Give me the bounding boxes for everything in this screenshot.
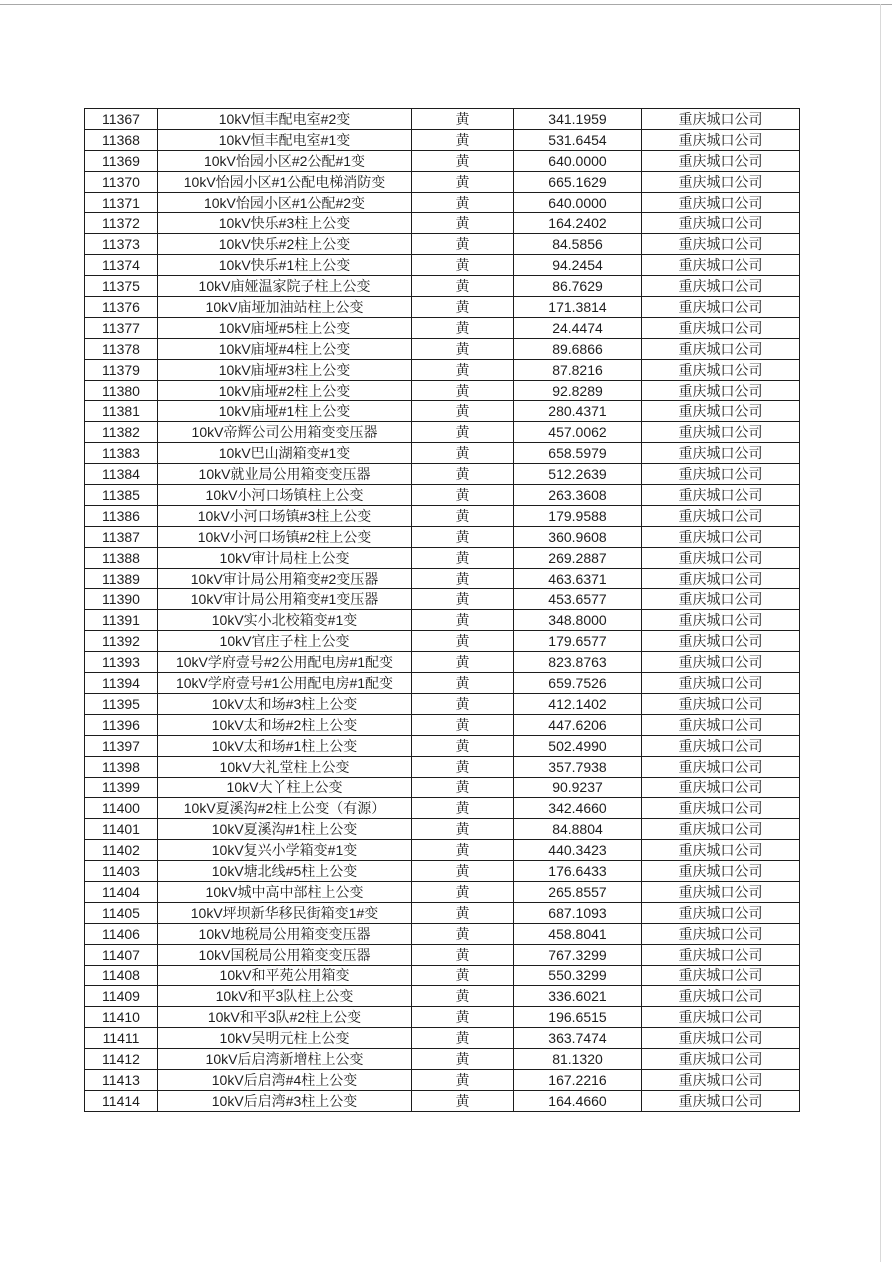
transformer-table — [84, 108, 800, 1112]
cell-grade: 黄 — [412, 109, 514, 130]
cell-device-name: 10kV审计局柱上公变 — [158, 547, 412, 568]
cell-value: 640.0000 — [514, 192, 642, 213]
cell-company: 重庆城口公司 — [642, 213, 800, 234]
cell-company: 重庆城口公司 — [642, 109, 800, 130]
cell-company: 重庆城口公司 — [642, 589, 800, 610]
cell-device-name: 10kV太和场#1柱上公变 — [158, 735, 412, 756]
table-row — [85, 777, 800, 798]
cell-row-id: 11390 — [85, 589, 158, 610]
cell-grade: 黄 — [412, 1049, 514, 1070]
cell-grade: 黄 — [412, 1028, 514, 1049]
cell-value: 457.0062 — [514, 422, 642, 443]
cell-row-id: 11392 — [85, 631, 158, 652]
cell-row-id: 11387 — [85, 526, 158, 547]
cell-value: 823.8763 — [514, 652, 642, 673]
cell-device-name: 10kV庙垭#5柱上公变 — [158, 317, 412, 338]
cell-value: 412.1402 — [514, 693, 642, 714]
table-row — [85, 735, 800, 756]
table-row — [85, 443, 800, 464]
cell-value: 86.7629 — [514, 276, 642, 297]
cell-company: 重庆城口公司 — [642, 276, 800, 297]
cell-company: 重庆城口公司 — [642, 1090, 800, 1111]
cell-value: 687.1093 — [514, 902, 642, 923]
cell-row-id: 11374 — [85, 255, 158, 276]
cell-grade: 黄 — [412, 1069, 514, 1090]
cell-company: 重庆城口公司 — [642, 192, 800, 213]
table-row — [85, 359, 800, 380]
cell-company: 重庆城口公司 — [642, 255, 800, 276]
cell-device-name: 10kV国税局公用箱变变压器 — [158, 944, 412, 965]
table-row — [85, 923, 800, 944]
cell-value: 84.8804 — [514, 819, 642, 840]
cell-value: 24.4474 — [514, 317, 642, 338]
transformer-table-body — [85, 109, 800, 1112]
cell-grade: 黄 — [412, 673, 514, 694]
cell-company: 重庆城口公司 — [642, 338, 800, 359]
cell-value: 164.4660 — [514, 1090, 642, 1111]
cell-device-name: 10kV快乐#1柱上公变 — [158, 255, 412, 276]
cell-company: 重庆城口公司 — [642, 777, 800, 798]
cell-grade: 黄 — [412, 1090, 514, 1111]
cell-device-name: 10kV庙垭#3柱上公变 — [158, 359, 412, 380]
cell-grade: 黄 — [412, 693, 514, 714]
page-right-edge-line — [880, 4, 881, 1262]
table-row — [85, 276, 800, 297]
cell-company: 重庆城口公司 — [642, 1049, 800, 1070]
cell-row-id: 11382 — [85, 422, 158, 443]
cell-device-name: 10kV审计局公用箱变#2变压器 — [158, 568, 412, 589]
cell-company: 重庆城口公司 — [642, 505, 800, 526]
cell-row-id: 11407 — [85, 944, 158, 965]
cell-value: 179.6577 — [514, 631, 642, 652]
cell-value: 531.6454 — [514, 129, 642, 150]
table-row — [85, 589, 800, 610]
cell-grade: 黄 — [412, 192, 514, 213]
cell-row-id: 11369 — [85, 150, 158, 171]
cell-company: 重庆城口公司 — [642, 443, 800, 464]
cell-row-id: 11388 — [85, 547, 158, 568]
cell-grade: 黄 — [412, 861, 514, 882]
cell-value: 640.0000 — [514, 150, 642, 171]
cell-row-id: 11393 — [85, 652, 158, 673]
cell-value: 84.5856 — [514, 234, 642, 255]
cell-grade: 黄 — [412, 840, 514, 861]
cell-device-name: 10kV就业局公用箱变变压器 — [158, 464, 412, 485]
cell-company: 重庆城口公司 — [642, 1007, 800, 1028]
cell-row-id: 11396 — [85, 714, 158, 735]
cell-value: 767.3299 — [514, 944, 642, 965]
cell-value: 512.2639 — [514, 464, 642, 485]
cell-grade: 黄 — [412, 443, 514, 464]
cell-grade: 黄 — [412, 881, 514, 902]
cell-company: 重庆城口公司 — [642, 317, 800, 338]
cell-row-id: 11406 — [85, 923, 158, 944]
cell-grade: 黄 — [412, 714, 514, 735]
cell-value: 658.5979 — [514, 443, 642, 464]
cell-value: 81.1320 — [514, 1049, 642, 1070]
cell-company: 重庆城口公司 — [642, 526, 800, 547]
cell-value: 167.2216 — [514, 1069, 642, 1090]
cell-value: 280.4371 — [514, 401, 642, 422]
cell-value: 269.2887 — [514, 547, 642, 568]
cell-grade: 黄 — [412, 986, 514, 1007]
cell-device-name: 10kV快乐#2柱上公变 — [158, 234, 412, 255]
cell-company: 重庆城口公司 — [642, 798, 800, 819]
cell-grade: 黄 — [412, 819, 514, 840]
cell-company: 重庆城口公司 — [642, 234, 800, 255]
table-row — [85, 568, 800, 589]
cell-value: 263.3608 — [514, 485, 642, 506]
cell-value: 92.8289 — [514, 380, 642, 401]
cell-company: 重庆城口公司 — [642, 380, 800, 401]
cell-grade: 黄 — [412, 735, 514, 756]
table-row — [85, 1090, 800, 1111]
cell-device-name: 10kV小河口场镇#2柱上公变 — [158, 526, 412, 547]
cell-device-name: 10kV帝辉公司公用箱变变压器 — [158, 422, 412, 443]
table-row — [85, 881, 800, 902]
cell-device-name: 10kV怡园小区#1公配#2变 — [158, 192, 412, 213]
cell-grade: 黄 — [412, 923, 514, 944]
cell-device-name: 10kV夏溪沟#1柱上公变 — [158, 819, 412, 840]
cell-row-id: 11410 — [85, 1007, 158, 1028]
cell-value: 342.4660 — [514, 798, 642, 819]
cell-device-name: 10kV复兴小学箱变#1变 — [158, 840, 412, 861]
table-row — [85, 485, 800, 506]
cell-row-id: 11371 — [85, 192, 158, 213]
cell-grade: 黄 — [412, 1007, 514, 1028]
table-row — [85, 150, 800, 171]
cell-company: 重庆城口公司 — [642, 297, 800, 318]
cell-device-name: 10kV城中高中部柱上公变 — [158, 881, 412, 902]
cell-device-name: 10kV恒丰配电室#1变 — [158, 129, 412, 150]
table-row — [85, 547, 800, 568]
cell-device-name: 10kV怡园小区#2公配#1变 — [158, 150, 412, 171]
cell-row-id: 11368 — [85, 129, 158, 150]
cell-device-name: 10kV太和场#2柱上公变 — [158, 714, 412, 735]
table-row — [85, 213, 800, 234]
cell-row-id: 11367 — [85, 109, 158, 130]
cell-company: 重庆城口公司 — [642, 422, 800, 443]
cell-grade: 黄 — [412, 568, 514, 589]
cell-value: 176.6433 — [514, 861, 642, 882]
table-row — [85, 986, 800, 1007]
cell-row-id: 11394 — [85, 673, 158, 694]
cell-value: 458.8041 — [514, 923, 642, 944]
cell-value: 357.7938 — [514, 756, 642, 777]
cell-value: 179.9588 — [514, 505, 642, 526]
table-row — [85, 610, 800, 631]
cell-device-name: 10kV和平苑公用箱变 — [158, 965, 412, 986]
cell-grade: 黄 — [412, 297, 514, 318]
cell-row-id: 11414 — [85, 1090, 158, 1111]
cell-value: 348.8000 — [514, 610, 642, 631]
cell-grade: 黄 — [412, 422, 514, 443]
table-row — [85, 965, 800, 986]
cell-device-name: 10kV后启湾#3柱上公变 — [158, 1090, 412, 1111]
table-row — [85, 652, 800, 673]
table-row — [85, 464, 800, 485]
table-row — [85, 380, 800, 401]
cell-row-id: 11389 — [85, 568, 158, 589]
cell-company: 重庆城口公司 — [642, 150, 800, 171]
cell-device-name: 10kV审计局公用箱变#1变压器 — [158, 589, 412, 610]
cell-device-name: 10kV学府壹号#1公用配电房#1配变 — [158, 673, 412, 694]
cell-grade: 黄 — [412, 589, 514, 610]
cell-row-id: 11385 — [85, 485, 158, 506]
cell-row-id: 11377 — [85, 317, 158, 338]
cell-value: 360.9608 — [514, 526, 642, 547]
table-row — [85, 401, 800, 422]
cell-row-id: 11380 — [85, 380, 158, 401]
cell-value: 447.6206 — [514, 714, 642, 735]
cell-grade: 黄 — [412, 777, 514, 798]
cell-company: 重庆城口公司 — [642, 610, 800, 631]
cell-grade: 黄 — [412, 401, 514, 422]
cell-row-id: 11397 — [85, 735, 158, 756]
cell-device-name: 10kV学府壹号#2公用配电房#1配变 — [158, 652, 412, 673]
cell-row-id: 11412 — [85, 1049, 158, 1070]
table-row — [85, 422, 800, 443]
cell-company: 重庆城口公司 — [642, 568, 800, 589]
cell-device-name: 10kV夏溪沟#2柱上公变（有源） — [158, 798, 412, 819]
cell-device-name: 10kV塘北线#5柱上公变 — [158, 861, 412, 882]
cell-row-id: 11381 — [85, 401, 158, 422]
table-row — [85, 673, 800, 694]
table-row — [85, 819, 800, 840]
cell-device-name: 10kV和平3队柱上公变 — [158, 986, 412, 1007]
cell-value: 90.9237 — [514, 777, 642, 798]
cell-value: 171.3814 — [514, 297, 642, 318]
cell-grade: 黄 — [412, 129, 514, 150]
cell-row-id: 11372 — [85, 213, 158, 234]
cell-device-name: 10kV后启湾新增柱上公变 — [158, 1049, 412, 1070]
cell-grade: 黄 — [412, 464, 514, 485]
cell-company: 重庆城口公司 — [642, 986, 800, 1007]
cell-row-id: 11384 — [85, 464, 158, 485]
cell-value: 440.3423 — [514, 840, 642, 861]
cell-company: 重庆城口公司 — [642, 840, 800, 861]
page-top-edge-line — [0, 4, 892, 5]
cell-device-name: 10kV恒丰配电室#2变 — [158, 109, 412, 130]
cell-row-id: 11400 — [85, 798, 158, 819]
table-row — [85, 902, 800, 923]
cell-company: 重庆城口公司 — [642, 1069, 800, 1090]
cell-row-id: 11403 — [85, 861, 158, 882]
cell-row-id: 11405 — [85, 902, 158, 923]
cell-grade: 黄 — [412, 902, 514, 923]
cell-company: 重庆城口公司 — [642, 171, 800, 192]
cell-company: 重庆城口公司 — [642, 129, 800, 150]
cell-company: 重庆城口公司 — [642, 819, 800, 840]
cell-grade: 黄 — [412, 359, 514, 380]
cell-value: 196.6515 — [514, 1007, 642, 1028]
table-row — [85, 297, 800, 318]
cell-row-id: 11386 — [85, 505, 158, 526]
table-row — [85, 338, 800, 359]
cell-value: 164.2402 — [514, 213, 642, 234]
table-row — [85, 255, 800, 276]
cell-grade: 黄 — [412, 965, 514, 986]
cell-row-id: 11413 — [85, 1069, 158, 1090]
cell-grade: 黄 — [412, 234, 514, 255]
cell-grade: 黄 — [412, 798, 514, 819]
cell-value: 363.7474 — [514, 1028, 642, 1049]
cell-company: 重庆城口公司 — [642, 485, 800, 506]
cell-device-name: 10kV庙垭加油站柱上公变 — [158, 297, 412, 318]
table-row — [85, 505, 800, 526]
cell-row-id: 11373 — [85, 234, 158, 255]
cell-device-name: 10kV和平3队#2柱上公变 — [158, 1007, 412, 1028]
cell-grade: 黄 — [412, 526, 514, 547]
table-row — [85, 192, 800, 213]
cell-device-name: 10kV官庄子柱上公变 — [158, 631, 412, 652]
cell-device-name: 10kV地税局公用箱变变压器 — [158, 923, 412, 944]
cell-grade: 黄 — [412, 150, 514, 171]
cell-row-id: 11378 — [85, 338, 158, 359]
cell-device-name: 10kV怡园小区#1公配电梯消防变 — [158, 171, 412, 192]
cell-company: 重庆城口公司 — [642, 965, 800, 986]
cell-row-id: 11404 — [85, 881, 158, 902]
cell-value: 336.6021 — [514, 986, 642, 1007]
table-row — [85, 109, 800, 130]
cell-company: 重庆城口公司 — [642, 673, 800, 694]
cell-company: 重庆城口公司 — [642, 631, 800, 652]
cell-device-name: 10kV快乐#3柱上公变 — [158, 213, 412, 234]
cell-row-id: 11370 — [85, 171, 158, 192]
cell-value: 502.4990 — [514, 735, 642, 756]
table-row — [85, 944, 800, 965]
cell-grade: 黄 — [412, 631, 514, 652]
cell-company: 重庆城口公司 — [642, 902, 800, 923]
cell-company: 重庆城口公司 — [642, 861, 800, 882]
cell-grade: 黄 — [412, 485, 514, 506]
cell-row-id: 11402 — [85, 840, 158, 861]
cell-value: 94.2454 — [514, 255, 642, 276]
cell-grade: 黄 — [412, 652, 514, 673]
table-row — [85, 840, 800, 861]
cell-grade: 黄 — [412, 317, 514, 338]
cell-company: 重庆城口公司 — [642, 881, 800, 902]
cell-device-name: 10kV大丫柱上公变 — [158, 777, 412, 798]
cell-company: 重庆城口公司 — [642, 359, 800, 380]
cell-grade: 黄 — [412, 610, 514, 631]
table-row — [85, 1069, 800, 1090]
table-row — [85, 526, 800, 547]
cell-device-name: 10kV小河口场镇#3柱上公变 — [158, 505, 412, 526]
cell-device-name: 10kV吴明元柱上公变 — [158, 1028, 412, 1049]
cell-value: 463.6371 — [514, 568, 642, 589]
cell-grade: 黄 — [412, 505, 514, 526]
table-row — [85, 171, 800, 192]
cell-row-id: 11395 — [85, 693, 158, 714]
cell-company: 重庆城口公司 — [642, 401, 800, 422]
cell-grade: 黄 — [412, 338, 514, 359]
table-row — [85, 861, 800, 882]
cell-row-id: 11399 — [85, 777, 158, 798]
cell-company: 重庆城口公司 — [642, 714, 800, 735]
cell-grade: 黄 — [412, 213, 514, 234]
cell-grade: 黄 — [412, 944, 514, 965]
cell-device-name: 10kV后启湾#4柱上公变 — [158, 1069, 412, 1090]
table-row — [85, 756, 800, 777]
cell-row-id: 11375 — [85, 276, 158, 297]
table-row — [85, 1007, 800, 1028]
cell-row-id: 11383 — [85, 443, 158, 464]
cell-value: 550.3299 — [514, 965, 642, 986]
cell-grade: 黄 — [412, 380, 514, 401]
cell-row-id: 11411 — [85, 1028, 158, 1049]
table-row — [85, 1028, 800, 1049]
cell-company: 重庆城口公司 — [642, 944, 800, 965]
table-row — [85, 317, 800, 338]
cell-row-id: 11391 — [85, 610, 158, 631]
cell-row-id: 11376 — [85, 297, 158, 318]
cell-company: 重庆城口公司 — [642, 735, 800, 756]
cell-company: 重庆城口公司 — [642, 1028, 800, 1049]
cell-grade: 黄 — [412, 171, 514, 192]
cell-device-name: 10kV坪坝新华移民街箱变1#变 — [158, 902, 412, 923]
cell-device-name: 10kV大礼堂柱上公变 — [158, 756, 412, 777]
cell-row-id: 11398 — [85, 756, 158, 777]
table-row — [85, 798, 800, 819]
cell-company: 重庆城口公司 — [642, 923, 800, 944]
table-row — [85, 631, 800, 652]
cell-row-id: 11409 — [85, 986, 158, 1007]
cell-company: 重庆城口公司 — [642, 693, 800, 714]
cell-row-id: 11379 — [85, 359, 158, 380]
cell-device-name: 10kV太和场#3柱上公变 — [158, 693, 412, 714]
cell-device-name: 10kV巴山湖箱变#1变 — [158, 443, 412, 464]
table-row — [85, 714, 800, 735]
cell-grade: 黄 — [412, 756, 514, 777]
cell-device-name: 10kV实小北校箱变#1变 — [158, 610, 412, 631]
table-row — [85, 234, 800, 255]
cell-value: 87.8216 — [514, 359, 642, 380]
cell-value: 89.6866 — [514, 338, 642, 359]
cell-value: 265.8557 — [514, 881, 642, 902]
cell-device-name: 10kV庙垭#2柱上公变 — [158, 380, 412, 401]
cell-company: 重庆城口公司 — [642, 547, 800, 568]
cell-grade: 黄 — [412, 255, 514, 276]
table-row — [85, 693, 800, 714]
cell-row-id: 11408 — [85, 965, 158, 986]
table-row — [85, 129, 800, 150]
cell-device-name: 10kV庙娅温家院子柱上公变 — [158, 276, 412, 297]
cell-device-name: 10kV庙垭#4柱上公变 — [158, 338, 412, 359]
cell-value: 659.7526 — [514, 673, 642, 694]
cell-device-name: 10kV小河口场镇柱上公变 — [158, 485, 412, 506]
table-row — [85, 1049, 800, 1070]
cell-company: 重庆城口公司 — [642, 652, 800, 673]
cell-value: 453.6577 — [514, 589, 642, 610]
cell-company: 重庆城口公司 — [642, 464, 800, 485]
cell-row-id: 11401 — [85, 819, 158, 840]
cell-grade: 黄 — [412, 547, 514, 568]
cell-grade: 黄 — [412, 276, 514, 297]
cell-value: 341.1959 — [514, 109, 642, 130]
cell-device-name: 10kV庙垭#1柱上公变 — [158, 401, 412, 422]
cell-value: 665.1629 — [514, 171, 642, 192]
cell-company: 重庆城口公司 — [642, 756, 800, 777]
